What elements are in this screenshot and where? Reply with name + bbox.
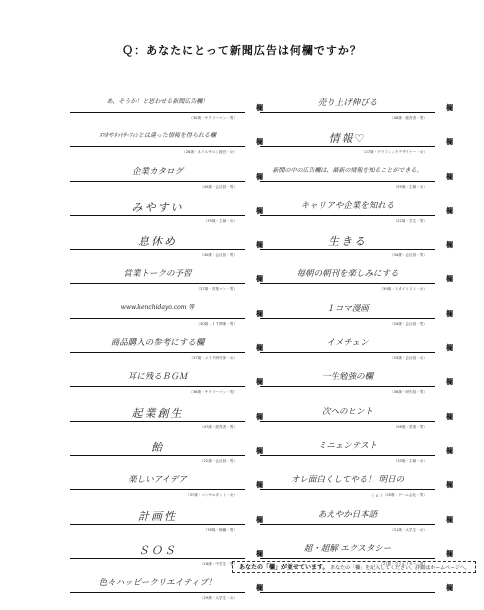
answer-line: [260, 386, 435, 387]
ran-label: 欄: [256, 275, 263, 284]
handwritten-answer: ＳＯＳ: [138, 543, 177, 557]
ran-label: 欄: [256, 378, 263, 387]
respondent-info: （47歳・経営者・男）: [200, 424, 237, 429]
answer-line: [70, 455, 245, 456]
ran-label: 欄: [256, 241, 263, 250]
ran-label: 欄: [446, 549, 453, 558]
answer-line: [70, 352, 245, 353]
respondent-info: （79歳・主婦・女）: [203, 218, 237, 223]
left-entry: [70, 508, 263, 535]
answer-line: [260, 318, 435, 319]
answer-line: [260, 558, 435, 559]
respondent-info: （55歳・主婦・女）: [393, 184, 427, 189]
handwritten-answer: ミニェンテスト: [317, 440, 378, 451]
respondent-info: （33歳・会社員・女）: [390, 356, 427, 361]
answer-line: [260, 112, 435, 113]
handwritten-answer: あ、そうか！と思わせる新聞広告欄！: [106, 98, 209, 105]
respondent-info: （45歳・会社員・男）: [200, 184, 237, 189]
respondent-info: （78歳・無職・男）: [203, 527, 237, 532]
footer-bold-text: あなたの「欄」が並せています。: [239, 564, 329, 571]
respondent-info: （27歳・クリエイター・男）: [379, 561, 427, 566]
right-entry: [260, 405, 453, 432]
handwritten-answer: 営業トークの予習: [123, 269, 192, 280]
handwritten-answer: 次へのヒント: [321, 406, 373, 417]
handwritten-answer: 起業創生: [131, 406, 184, 420]
ran-label: 欄: [256, 446, 263, 455]
handwritten-answer: オレ面白くしてやる！ 明日の: [290, 475, 405, 486]
left-entry: [70, 576, 263, 603]
respondent-info: （33歳・主婦・女）: [393, 458, 427, 463]
answer-line: [70, 112, 245, 113]
handwritten-answer: 飴: [151, 440, 164, 454]
handwritten-answer: 色々ハッピークリエイティブ！: [98, 578, 217, 589]
respondent-info: （30歳・サラリーマン・男）: [189, 116, 237, 120]
right-entry: [260, 302, 453, 329]
answer-line: [260, 283, 435, 284]
ran-label: 欄: [446, 309, 453, 318]
left-entry: [70, 302, 263, 329]
left-entry: [70, 96, 263, 123]
respondent-info: （22歳・学生・男）: [393, 218, 427, 223]
ran-label: 欄: [446, 104, 453, 112]
ran-label: 欄: [256, 481, 263, 490]
ran-label: 欄: [446, 481, 453, 490]
ran-label: 欄: [256, 172, 263, 181]
answer-line: [70, 318, 245, 319]
answer-line: [260, 146, 435, 147]
handwritten-answer: みやすい: [131, 200, 184, 214]
ran-label: 欄: [446, 206, 453, 215]
ran-label: 欄: [256, 549, 263, 558]
handwritten-answer: 毎朝の朝刊を楽しみにする: [296, 269, 399, 280]
handwritten-answer: 耳に残るＢＧＭ: [127, 372, 188, 383]
handwritten-answer: ｽﾏﾎやﾈｯﾄｻｰﾌｨﾝとは違った情報を得られる欄: [98, 132, 216, 140]
handwritten-answer: １コマ漫画: [326, 303, 369, 314]
answer-line: [260, 215, 435, 216]
answer-line: [70, 558, 245, 559]
left-entry: [70, 336, 263, 363]
answer-line: [260, 489, 435, 490]
answer-line: [70, 283, 245, 284]
ran-label: 欄: [256, 309, 263, 318]
ran-label: 欄: [256, 584, 263, 593]
handwritten-answer: 楽しいアイデア: [128, 475, 187, 486]
answer-line: [260, 249, 435, 250]
footer-note: [232, 561, 476, 573]
respondent-info: （56歳・営業・男）: [393, 424, 427, 429]
respondent-info: （40歳・会社員・男）: [200, 253, 237, 258]
handwritten-answer: 売り上げ伸びる: [317, 98, 378, 108]
ran-label: 欄: [446, 378, 453, 387]
handwritten-answer: あえやか日本語: [317, 509, 378, 520]
ran-label: 欄: [446, 172, 453, 181]
answer-line: [70, 181, 245, 182]
handwritten-answer: 息休め: [138, 235, 177, 249]
answer-line: [70, 592, 245, 593]
footer-text: あなたの「欄」を記入してください。詳細はホームページへ。: [330, 565, 471, 571]
left-entry: [70, 199, 263, 226]
handwritten-answer: 一生勉強の欄: [321, 372, 373, 383]
respondent-info: （22歳・会社員・男）: [200, 458, 237, 463]
answer-line: [260, 352, 435, 353]
left-entry: [70, 233, 263, 260]
handwritten-answer: イメチェン: [326, 338, 369, 349]
left-entry: [70, 542, 263, 569]
right-entry: [260, 267, 453, 294]
respondent-info: （37歳・メイク研究家・女）: [189, 356, 237, 361]
respondent-info: （36歳・サラリーマン・男）: [189, 390, 237, 395]
answer-line: [70, 421, 245, 422]
handwritten-answer: www.kenchidayo.com 等: [120, 303, 195, 311]
ran-label: 欄: [446, 412, 453, 421]
respondent-info: （26歳・ネイルサロン経営・女）: [182, 150, 237, 155]
right-entry: [260, 233, 453, 260]
respondent-info: （31歳・大学生・女）: [390, 527, 427, 532]
ran-label: 欄: [256, 206, 263, 215]
answer-line: [70, 249, 245, 250]
right-entry: [260, 199, 453, 226]
respondent-info: （36歳・研究員・男）: [390, 390, 427, 395]
handwritten-answer: 新聞の中の広告欄は、最新の情報を知ることができる。: [272, 166, 423, 174]
page-number: （ ６ ）: [370, 493, 385, 498]
handwritten-answer: 企業カタログ: [131, 166, 183, 177]
ran-label: 欄: [446, 584, 453, 593]
respondent-info: （30歳・ＩＴ関係・男）: [196, 321, 237, 326]
ran-label: 欄: [256, 138, 263, 147]
left-answer-column: [70, 96, 263, 610]
respondent-info: （18歳・中学生・男）: [200, 561, 237, 566]
respondent-info: （27歳・グラフィックデザイナー・女）: [361, 150, 427, 155]
answer-line: [70, 386, 245, 387]
right-entry: [260, 336, 453, 363]
right-entry: [260, 130, 453, 157]
respondent-info: （39歳・スタイリスト・女）: [379, 287, 427, 292]
handwritten-answer: 計画性: [138, 509, 177, 523]
right-entry: [260, 370, 453, 397]
answer-line: [70, 146, 245, 147]
handwritten-answer: 商品購入の参考にする欄: [110, 338, 205, 349]
ran-label: 欄: [256, 412, 263, 421]
ran-label: 欄: [256, 515, 263, 524]
ran-label: 欄: [446, 515, 453, 524]
left-entry: [70, 405, 263, 432]
handwritten-answer: 生きる: [328, 235, 367, 249]
answer-line: [260, 592, 435, 593]
left-entry: [70, 473, 263, 500]
answer-line: [70, 489, 245, 490]
answer-line: [260, 181, 435, 182]
ran-label: 欄: [446, 446, 453, 455]
ran-label: 欄: [446, 241, 453, 250]
left-entry: [70, 439, 263, 466]
ran-label: 欄: [446, 344, 453, 353]
right-answer-column: [260, 96, 453, 610]
handwritten-answer: 超・超解 エクスタシー: [303, 543, 392, 554]
left-entry: [70, 370, 263, 397]
respondent-info: （34歳・会社員・男）: [390, 321, 427, 326]
right-entry: [260, 165, 453, 192]
ran-label: 欄: [256, 104, 263, 112]
ran-label: 欄: [446, 275, 453, 284]
right-entry: [260, 439, 453, 466]
left-entry: [70, 165, 263, 192]
respondent-info: （37歳・コンサルタント・女）: [186, 493, 237, 498]
answer-line: [70, 524, 245, 525]
left-entry: [70, 130, 263, 157]
answer-line: [260, 455, 435, 456]
respondent-info: （25歳・ゲーム会社・男）: [382, 493, 427, 498]
handwritten-answer: キャリアや企業を知れる: [300, 200, 395, 211]
right-entry: [260, 508, 453, 535]
ran-label: 欄: [256, 344, 263, 353]
right-entry: [260, 473, 453, 500]
handwritten-answer: 情報♡: [328, 132, 367, 146]
answer-line: [260, 421, 435, 422]
answer-line: [70, 215, 245, 216]
respondent-info: （27歳・営業マン・男）: [196, 287, 237, 292]
right-entry: [260, 96, 453, 123]
respondent-info: （29歳・大学生・女）: [200, 596, 237, 601]
left-entry: [70, 267, 263, 294]
respondent-info: （34歳・会社員・男）: [390, 253, 427, 258]
page-title: Ｑ：あなたにとって新聞広告は何欄ですか？: [122, 44, 362, 57]
right-entry: [260, 576, 453, 603]
answer-line: [260, 524, 435, 525]
ran-label: 欄: [446, 138, 453, 147]
respondent-info: （48歳・経営者・男）: [390, 116, 427, 120]
